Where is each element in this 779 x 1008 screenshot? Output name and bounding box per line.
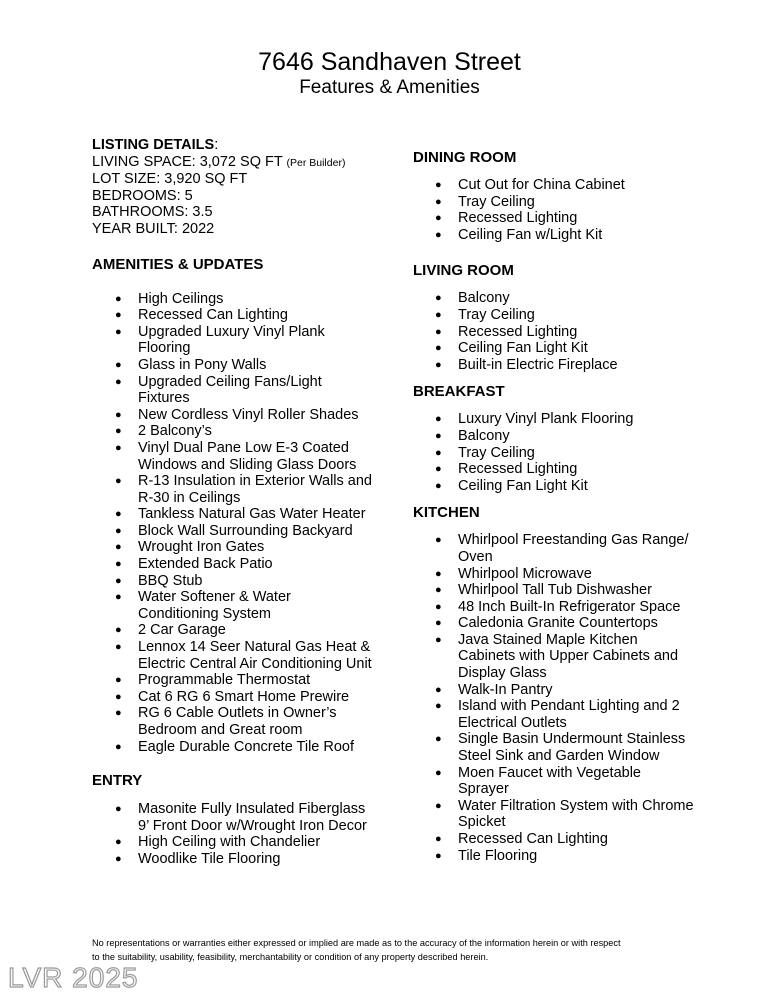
list-item (115, 556, 392, 573)
list-item-text: Recessed Lighting (458, 210, 578, 227)
kitchen-heading: KITCHEN (413, 504, 480, 522)
list-item-text: Block Wall Surrounding Backyard (138, 522, 353, 539)
bullet-icon: ● (435, 833, 442, 845)
list-item-text: Vinyl Dual Pane Low E-3 Coated (138, 439, 349, 456)
list-item-text: Water Softener & Water (138, 589, 291, 606)
list-item (435, 582, 713, 599)
list-item-text: Upgraded Ceiling Fans/Light (138, 373, 322, 390)
listing-details-colon: : (214, 137, 219, 153)
list-item-text: Display Glass (458, 665, 547, 682)
bullet-icon: ● (115, 541, 122, 554)
bullet-icon: ● (115, 707, 122, 720)
bullet-icon: ● (435, 195, 442, 208)
list-item-text: RG 6 Cable Outlets in Owner’s (138, 705, 337, 722)
list-item-text: Single Basin Undermount Stainless (458, 731, 686, 748)
list-item (435, 681, 713, 699)
list-item-text: Balcony (458, 290, 510, 307)
list-item (115, 622, 392, 639)
list-item (435, 226, 713, 244)
dining-room-heading: DINING ROOM (413, 149, 517, 166)
watermark: LVR 2025 (8, 962, 139, 993)
list-item (115, 688, 392, 706)
list-item-text: Built-in Electric Fireplace (458, 356, 618, 373)
list-item (115, 639, 392, 672)
list-item (435, 444, 713, 462)
list-item (435, 193, 713, 211)
list-item (115, 290, 392, 308)
bullet-icon: ● (435, 534, 442, 547)
bullet-icon: ● (115, 558, 122, 571)
living-space-note: (Per Builder) (286, 156, 346, 169)
lot-size: LOT SIZE: 3,920 SQ FT (92, 171, 248, 188)
list-item (435, 797, 713, 831)
list-item-text: Whirlpool Microwave (458, 565, 592, 582)
year-built: YEAR BUILT: 2022 (92, 220, 215, 237)
list-item-text: Lennox 14 Seer Natural Gas Heat & (138, 639, 371, 656)
bullet-icon: ● (435, 292, 442, 305)
bullet-icon: ● (435, 342, 442, 355)
bullet-icon: ● (115, 358, 122, 371)
list-item-text: Electrical Outlets (458, 714, 567, 731)
bullet-icon: ● (435, 617, 442, 630)
list-item-text: Programmable Thermostat (138, 672, 311, 689)
list-item (435, 323, 713, 341)
list-item-text: High Ceiling with Chandelier (138, 834, 321, 851)
bullet-icon: ● (115, 591, 122, 604)
list-item (115, 307, 392, 324)
list-item (435, 356, 713, 374)
bullet-icon: ● (115, 803, 122, 816)
list-item-text: Woodlike Tile Flooring (138, 850, 281, 867)
bullet-icon: ● (435, 733, 442, 746)
list-item (115, 801, 392, 834)
list-item-text: R-13 Insulation in Exterior Walls and (138, 473, 372, 490)
list-item (435, 698, 713, 731)
list-item-text: 48 Inch Built-In Refrigerator Space (458, 598, 681, 615)
list-item-text: Conditioning System (138, 605, 271, 622)
list-item-text: Tankless Natural Gas Water Heater (138, 506, 366, 523)
list-item (435, 847, 713, 865)
bullet-icon: ● (115, 292, 122, 305)
list-item-text: Walk-In Pantry (458, 681, 553, 698)
bullet-icon: ● (435, 228, 442, 241)
list-item (115, 672, 392, 689)
list-item-text: Tray Ceiling (458, 306, 535, 323)
list-item-text: Moen Faucet with Vegetable (458, 764, 641, 781)
list-item (435, 598, 713, 616)
list-item (435, 565, 713, 583)
bullet-icon: ● (115, 641, 122, 654)
list-item-text: Cabinets with Upper Cabinets and (458, 648, 679, 665)
list-item (435, 532, 713, 565)
list-item-text: Ceiling Fan Light Kit (458, 340, 588, 357)
list-item-text: Java Stained Maple Kitchen (458, 631, 638, 648)
bullet-icon: ● (115, 508, 122, 521)
list-item (115, 406, 392, 424)
list-item-text: Sprayer (458, 781, 509, 798)
list-item-text: Extended Back Patio (138, 556, 273, 573)
list-item (435, 731, 713, 765)
list-item-text: Flooring (138, 340, 191, 357)
list-item (435, 290, 713, 307)
bullet-icon: ● (435, 567, 442, 580)
list-item-text: Whirlpool Freestanding Gas Range/ (458, 532, 689, 549)
dining-room-list (435, 177, 713, 243)
list-item (115, 373, 392, 407)
living-room-heading: LIVING ROOM (413, 262, 514, 280)
bullet-icon: ● (435, 700, 442, 713)
list-item (115, 589, 392, 622)
list-item-text: Ceiling Fan Light Kit (458, 477, 588, 494)
living-room-list (435, 290, 713, 373)
bullet-icon: ● (115, 690, 122, 703)
breakfast-heading: BREAKFAST (413, 383, 505, 401)
list-item-text: Windows and Sliding Glass Doors (138, 456, 357, 473)
list-item (115, 572, 392, 590)
list-item-text: Electric Central Air Conditioning Unit (138, 655, 372, 672)
bullet-icon: ● (115, 836, 122, 849)
bullet-icon: ● (115, 624, 122, 637)
list-item-text: Recessed Lighting (458, 461, 578, 478)
list-item-text: R-30 in Ceilings (138, 489, 241, 506)
list-item (435, 340, 713, 357)
kitchen-list (435, 532, 713, 864)
bullet-icon: ● (115, 852, 122, 865)
bullet-icon: ● (115, 325, 122, 338)
list-item (115, 439, 392, 473)
list-item-text: New Cordless Vinyl Roller Shades (138, 406, 359, 423)
bullet-icon: ● (435, 308, 442, 321)
entry-list (115, 801, 392, 867)
list-item-text: Glass in Pony Walls (138, 356, 267, 373)
bullet-icon: ● (435, 584, 442, 597)
list-item-text: Water Filtration System with Chrome (458, 797, 694, 814)
bullet-icon: ● (115, 375, 122, 388)
list-item-text: 2 Car Garage (138, 622, 226, 639)
list-item (115, 834, 392, 851)
list-item (435, 764, 713, 798)
bullet-icon: ● (435, 766, 442, 779)
bullet-icon: ● (435, 446, 442, 459)
list-item-text: 9’ Front Door w/Wrought Iron Decor (138, 817, 367, 834)
list-item-text: Tray Ceiling (458, 444, 535, 461)
list-item-text: Tray Ceiling (458, 193, 535, 210)
list-item-text: Cut Out for China Cabinet (458, 177, 625, 193)
listing-details-heading: LISTING DETAILS (92, 137, 215, 153)
bullet-icon: ● (435, 179, 442, 191)
list-item-text: Recessed Can Lighting (138, 307, 288, 324)
disclaimer-line: No representations or warranties either expressed or implied are made as to the accuracy of the information herein or with respect (92, 938, 621, 948)
list-item-text: Tile Flooring (458, 847, 538, 864)
bullet-icon: ● (435, 600, 442, 613)
bullet-icon: ● (435, 849, 442, 862)
list-item-text: Spicket (458, 814, 506, 831)
bullet-icon: ● (115, 425, 122, 438)
living-space: LIVING SPACE: 3,072 SQ FT (92, 153, 283, 170)
amenities-heading: AMENITIES & UPDATES (92, 255, 264, 273)
list-item (115, 539, 392, 556)
entry-heading: ENTRY (92, 772, 143, 790)
list-item (115, 423, 392, 440)
list-item-text: Caledonia Granite Countertops (458, 615, 658, 632)
list-item-text: Upgraded Luxury Vinyl Plank (138, 323, 325, 340)
bullet-icon: ● (115, 674, 122, 687)
list-item (435, 210, 713, 227)
list-item (435, 615, 713, 632)
list-item-text: Luxury Vinyl Plank Flooring (458, 411, 634, 428)
bullet-icon: ● (435, 479, 442, 492)
bullet-icon: ● (435, 799, 442, 812)
left-column (92, 137, 392, 868)
list-item (115, 850, 392, 868)
disclaimer-line: to the suitability, usability, feasibility, merchantability or condition of any property described herein. (92, 951, 489, 962)
list-item (435, 427, 713, 445)
list-item (435, 177, 713, 194)
bullet-icon: ● (115, 524, 122, 537)
bullet-icon: ● (115, 408, 122, 421)
list-item-text: 2 Balcony’s (138, 423, 212, 440)
bullet-icon: ● (115, 574, 122, 587)
list-item (115, 738, 392, 756)
bullet-icon: ● (115, 309, 122, 322)
list-item-text: High Ceilings (138, 290, 224, 307)
bullet-icon: ● (435, 212, 442, 225)
list-item (115, 506, 392, 523)
list-item-text: Fixtures (138, 390, 190, 407)
list-item-text: Bedroom and Great room (138, 722, 303, 738)
list-item-text: BBQ Stub (138, 572, 203, 589)
list-item (435, 461, 713, 478)
right-column (413, 149, 713, 864)
bullet-icon: ● (435, 429, 442, 442)
list-item (435, 831, 713, 848)
list-item-text: Wrought Iron Gates (138, 539, 265, 556)
list-item (115, 522, 392, 540)
list-item-text: Recessed Lighting (458, 323, 578, 340)
listing-details (92, 137, 392, 238)
bullet-icon: ● (435, 325, 442, 338)
list-item (435, 306, 713, 324)
list-item-text: Eagle Durable Concrete Tile Roof (138, 738, 355, 755)
list-item (435, 477, 713, 495)
bullet-icon: ● (115, 740, 122, 753)
bathrooms: BATHROOMS: 3.5 (92, 204, 213, 221)
list-item-text: Recessed Can Lighting (458, 831, 608, 847)
list-item-text: Steel Sink and Garden Window (458, 748, 660, 765)
page-subtitle: Features & Amenities (299, 77, 480, 98)
page-title: 7646 Sandhaven Street (258, 48, 521, 76)
bullet-icon: ● (435, 358, 442, 371)
list-item-text: Island with Pendant Lighting and 2 (458, 698, 680, 715)
list-item (435, 631, 713, 682)
bullet-icon: ● (435, 633, 442, 646)
list-item (115, 323, 392, 357)
list-item-text: Cat 6 RG 6 Smart Home Prewire (138, 688, 350, 705)
list-item-text: Balcony (458, 427, 510, 444)
list-item (115, 356, 392, 374)
list-item (435, 411, 713, 428)
list-item-text: Ceiling Fan w/Light Kit (458, 226, 603, 243)
bullet-icon: ● (115, 475, 122, 488)
list-item (115, 705, 392, 738)
bullet-icon: ● (435, 463, 442, 476)
list-item-text: Whirlpool Tall Tub Dishwasher (458, 582, 652, 599)
list-item-text: Oven (458, 548, 493, 565)
bullet-icon: ● (435, 683, 442, 696)
amenities-list (115, 290, 392, 756)
disclaimer (92, 937, 692, 964)
bullet-icon: ● (115, 441, 122, 454)
list-item-text: Masonite Fully Insulated Fiberglass (138, 801, 366, 818)
bedrooms: BEDROOMS: 5 (92, 187, 193, 204)
breakfast-list (435, 411, 713, 494)
bullet-icon: ● (435, 413, 442, 426)
list-item (115, 473, 392, 506)
